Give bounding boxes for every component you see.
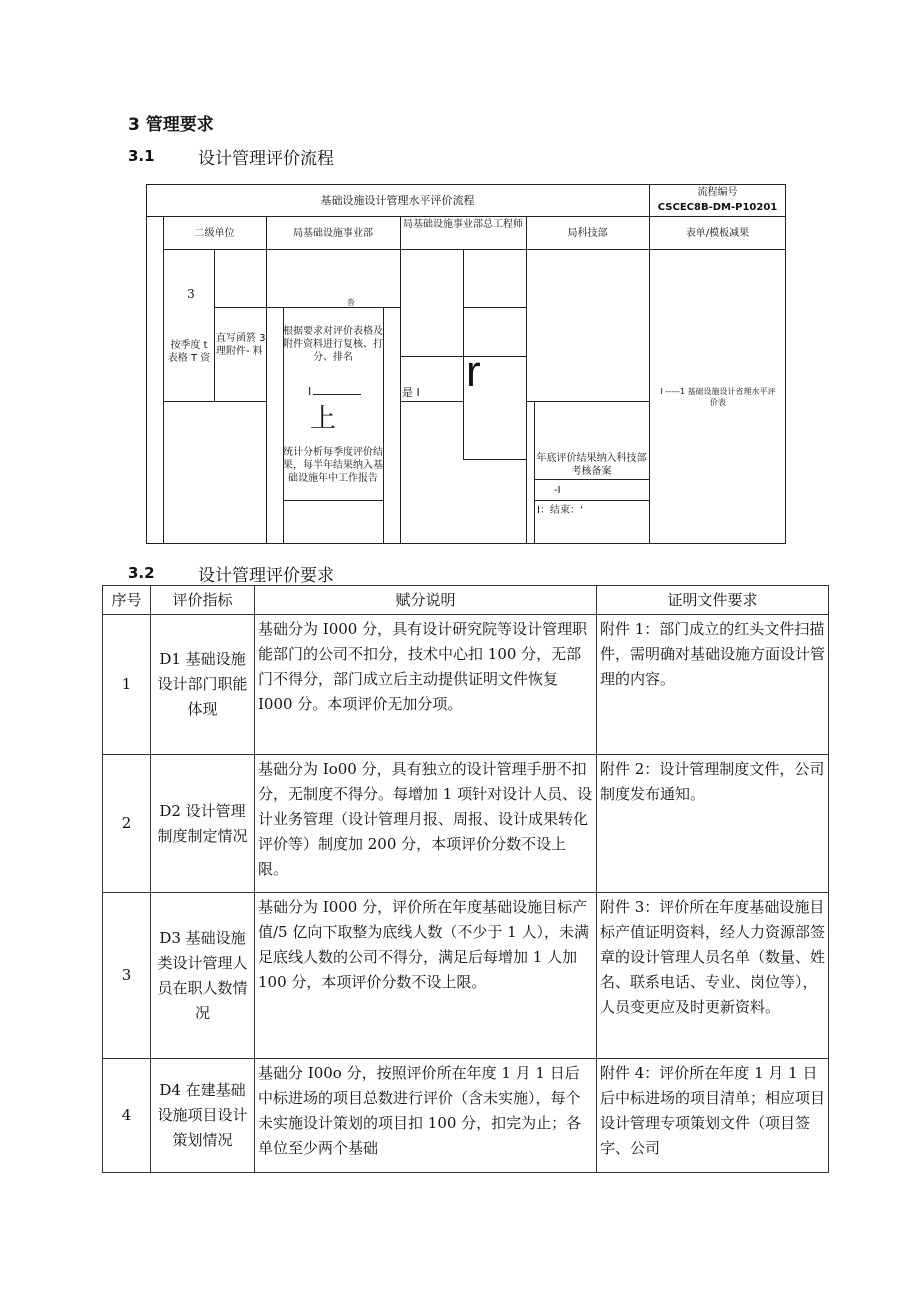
col-header-chief-engineer: 局基础设施事业部总工程师	[403, 219, 523, 230]
row-proof: 附件 3：评价所在年度基础设施目标产值证明资料，经人力资源部签章的设计管理人员名单（数量、姓名、联系电话、专业、岗位等），人员变更应及时更新资料。	[597, 893, 829, 1059]
subsection-number: 3.2	[128, 564, 155, 582]
table-row	[103, 615, 829, 755]
table-row	[103, 893, 829, 1059]
node-no: 沓	[347, 298, 355, 307]
row-no: 3	[103, 893, 151, 1059]
header-desc: 赋分说明	[255, 586, 597, 615]
row-no: 1	[103, 615, 151, 755]
node-dash: -I	[554, 485, 561, 496]
node-end: I：结束：'	[537, 505, 583, 516]
col-header-forms: 表单/模板减果	[685, 228, 750, 239]
col-header-infra-dept: 局基础设施事业部	[293, 228, 373, 239]
subsection-heading-2	[128, 563, 334, 586]
col-header-secondary-unit: 二级单位	[194, 228, 235, 239]
flow-code-label: 流程编号	[697, 187, 738, 198]
section-number: 3	[128, 115, 140, 135]
header-indicator: 评价指标	[151, 586, 255, 615]
section-title: 管理要求	[145, 115, 214, 135]
row-desc: 基础分为 Io00 分，具有独立的设计管理手册不扣分，无制度不得分。每增加 1 项针对设计人员、设计业务管理（设计管理月报、周报、设计成果转化评价等）制度加 200 分，本项评价分数不设上限。	[255, 755, 597, 893]
node-yes: 是 I	[402, 386, 420, 399]
row-desc: 基础分 I00o 分，按照评价所在年度 1 月 1 日后中标进场的项目总数进行评价（含未实施），每个未实施设计策划的项目扣 100 分，扣完为止；各单位至少两个基础	[255, 1059, 597, 1173]
header-no: 序号	[103, 586, 151, 615]
node-quarterly: 按季度 t 表格 T 资	[167, 340, 211, 364]
row-proof: 附件 2：设计管理制度文件，公司制度发布通知。	[597, 755, 829, 893]
node-review: 根据要求对评价表格及附件资料进行复核、打分、排名	[283, 326, 383, 363]
subsection-heading-1	[128, 146, 334, 169]
row-desc: 基础分为 I000 分，具有设计研究院等设计管理职能部门的公司不扣分，技术中心扣 100 分，无部门不得分，部门成立后主动提供证明文件恢复 I000 分。本项评价无加分项。	[255, 615, 597, 755]
subsection-title: 设计管理评价流程	[198, 149, 334, 169]
row-no: 4	[103, 1059, 151, 1173]
header-proof: 证明文件要求	[597, 586, 829, 615]
node-year-end: 年底评价结果纳入科技部考核备案	[536, 453, 647, 477]
requirements-table	[102, 585, 829, 1173]
row-indicator: D4 在建基础设施项目设计策划情况	[151, 1059, 255, 1173]
section-heading	[128, 110, 214, 135]
node-review-mark: I	[308, 385, 378, 398]
node-up-glyph: 上	[310, 404, 337, 434]
table-row	[103, 1059, 829, 1173]
node-form-template: I -----1 基础设施设计省理水平评价表	[660, 387, 776, 407]
row-proof: 附件 4：评价所在年度 1 月 1 日后中标进场的项目清单；相应项目设计管理专项策划文件（项目签字、公司	[597, 1059, 829, 1173]
flow-title: 基础设施设计管理水平评价流程	[320, 194, 475, 207]
node-r-glyph: r	[466, 347, 481, 396]
row-proof: 附件 1：部门成立的红头文件扫描件，需明确对基础设施方面设计管理的内容。	[597, 615, 829, 755]
subsection-title: 设计管理评价要求	[198, 566, 334, 586]
node-fill-form: 直写函箊 3 理附件- 料	[216, 333, 266, 357]
table-row	[103, 755, 829, 893]
row-no: 2	[103, 755, 151, 893]
node-step-3: 3	[187, 287, 195, 301]
flow-code: CSCEC8B-DM-P10201	[657, 202, 778, 213]
row-desc: 基础分为 I000 分，评价所在年度基础设施目标产值/5 亿向下取整为底线人数（不少于 1 人），未满足底线人数的公司不得分，满足后每增加 1 人加 100 分，本项评价分数不设上限。	[255, 893, 597, 1059]
row-indicator: D1 基础设施设计部门职能体现	[151, 615, 255, 755]
subsection-number: 3.1	[128, 147, 155, 165]
row-indicator: D3 基础设施类设计管理人员在职人数情况	[151, 893, 255, 1059]
table-header-row	[103, 586, 829, 615]
node-statistics: 统计分析每季度评价结果，每半年结果纳入基础设施年中工作报告	[283, 447, 383, 484]
flow-chart	[146, 184, 786, 544]
col-header-tech-dept: 局科技部	[567, 228, 608, 239]
row-indicator: D2 设计管理制度制定情况	[151, 755, 255, 893]
